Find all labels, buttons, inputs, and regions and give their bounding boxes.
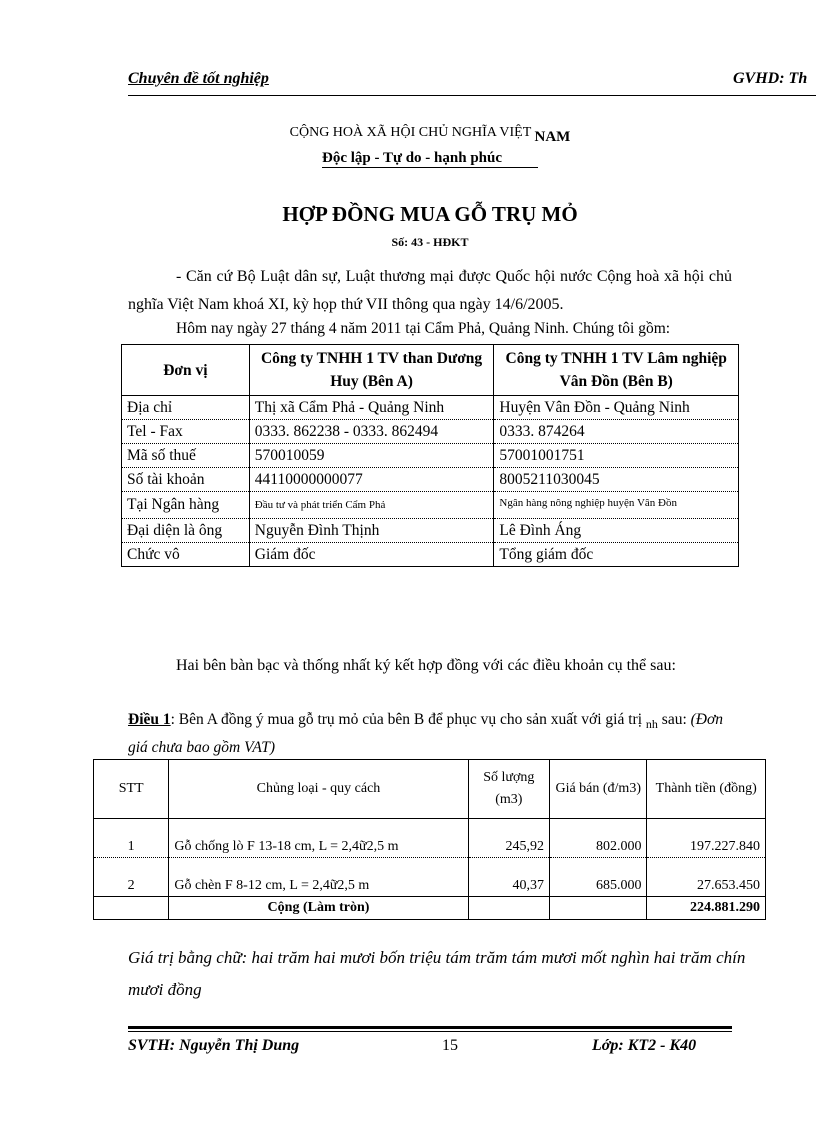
meeting-paragraph: Hôm nay ngày 27 tháng 4 năm 2011 tại Cẩm Phả, Quảng Ninh. Chúng tôi gồm:	[176, 320, 671, 337]
parties-header-cell: Công ty TNHH 1 TV Lâm nghiệp Vân Đồn (Bên B)	[494, 345, 739, 396]
legal-basis-paragraph: - Căn cứ Bộ Luật dân sự, Luật thương mại được Quốc hội nước Cộng hoà xã hội chủ nghĩa Việt Nam khoá XI, kỳ họp thứ VII thông qua ngày 14/6/2005.	[128, 268, 732, 313]
table-row	[94, 858, 766, 897]
footer-class: Lớp: KT2 - K40	[592, 1037, 697, 1054]
table-cell: Gỗ chống lò F 13-18 cm, L = 2,4ữ2,5 m	[169, 819, 468, 858]
table-cell: 27.653.450	[647, 858, 766, 897]
table-cell: Lê Đình Áng	[494, 519, 739, 543]
goods-table	[93, 759, 766, 920]
goods-total-label: Cộng (Làm tròn)	[169, 897, 468, 920]
table-row	[122, 543, 739, 567]
table-cell: Số tài khoản	[122, 468, 250, 492]
article-1-note: (Đơn giá chưa bao gồm VAT)	[128, 711, 724, 756]
national-heading	[0, 124, 816, 145]
table-row	[122, 396, 739, 420]
parties-header-cell: Công ty TNHH 1 TV than Dương Huy (Bên A)	[249, 345, 494, 396]
table-cell: Tại Ngân hàng	[122, 492, 250, 519]
national-motto	[0, 150, 816, 168]
page-number: 15	[442, 1037, 458, 1054]
table-cell: 57001001751	[494, 444, 739, 468]
article-1-tail-small: nh	[645, 717, 658, 731]
table-cell: 802.000	[550, 819, 647, 858]
parties-header-row	[122, 345, 739, 396]
table-row	[122, 492, 739, 519]
table-row	[94, 819, 766, 858]
parties-header-cell: Đơn vị	[122, 345, 250, 396]
goods-header-cell: Số lượng (m3)	[468, 760, 549, 819]
goods-header-cell: STT	[94, 760, 169, 819]
table-cell: 685.000	[550, 858, 647, 897]
header-divider	[128, 95, 816, 96]
table-cell: 197.227.840	[647, 819, 766, 858]
table-cell: Thị xã Cẩm Phả - Quảng Ninh	[249, 396, 494, 420]
agreement-paragraph: Hai bên bàn bạc và thống nhất ký kết hợp đồng với các điều khoản cụ thể sau:	[176, 657, 676, 674]
table-cell: 1	[94, 819, 169, 858]
footer-student: SVTH: Nguyễn Thị Dung	[128, 1037, 300, 1054]
table-cell: Nguyễn Đình Thịnh	[249, 519, 494, 543]
table-cell: Giám đốc	[249, 543, 494, 567]
article-1	[128, 706, 732, 762]
table-cell: Đầu tư và phát triển Cẩm Phả	[249, 492, 494, 519]
article-1-text: : Bên A đồng ý mua gỗ trụ mỏ của bên B để phục vụ cho sản xuất với giá trị	[170, 711, 643, 728]
footer-divider-thin	[128, 1031, 732, 1032]
table-cell: 8005211030045	[494, 468, 739, 492]
goods-header-cell: Chủng loại - quy cách	[169, 760, 468, 819]
goods-header-row	[94, 760, 766, 819]
goods-total-value: 224.881.290	[647, 897, 766, 920]
table-cell: 44110000000077	[249, 468, 494, 492]
amount-in-words: Giá trị bằng chữ: hai trăm hai mươi bốn triệu tám trăm tám mươi mốt nghìn hai trăm chín mươi đồng	[128, 948, 746, 999]
table-cell: Ngân hàng nông nghiệp huyện Vân Đồn	[494, 492, 739, 519]
table-row	[122, 444, 739, 468]
table-cell: Tel - Fax	[122, 420, 250, 444]
table-cell: 40,37	[468, 858, 549, 897]
table-cell: Tổng giám đốc	[494, 543, 739, 567]
table-cell: Gỗ chèn F 8-12 cm, L = 2,4ữ2,5 m	[169, 858, 468, 897]
article-1-label: Điều 1	[128, 711, 171, 728]
table-cell: Chức vô	[122, 543, 250, 567]
national-heading-text: CỘNG HOÀ XÃ HỘI CHỦ NGHĨA VIỆT	[289, 125, 532, 140]
table-cell: 570010059	[249, 444, 494, 468]
table-cell	[94, 897, 169, 920]
table-row	[122, 420, 739, 444]
goods-total-row	[94, 897, 766, 920]
goods-header-cell: Giá bán (đ/m3)	[550, 760, 647, 819]
table-cell: 2	[94, 858, 169, 897]
table-cell: 245,92	[468, 819, 549, 858]
table-cell: Địa chỉ	[122, 396, 250, 420]
footer-divider-thick	[128, 1026, 732, 1029]
motto-text: Độc lập - Tự do - hạnh phúc	[322, 150, 538, 168]
table-cell: Mã số thuế	[122, 444, 250, 468]
table-cell: 0333. 862238 - 0333. 862494	[249, 420, 494, 444]
contract-number: Số: 43 - HĐKT	[391, 235, 469, 249]
header-supervisor: GVHD: Th	[733, 70, 808, 87]
table-cell: 0333. 874264	[494, 420, 739, 444]
article-1-tail: sau:	[661, 711, 687, 728]
national-heading-suffix: NAM	[534, 129, 571, 145]
goods-header-cell: Thành tiền (đồng)	[647, 760, 766, 819]
table-cell: Đại diện là ông	[122, 519, 250, 543]
table-row	[122, 519, 739, 543]
parties-table	[121, 344, 739, 567]
header-course-title: Chuyên đề tốt nghiệp	[128, 70, 269, 87]
table-cell: Huyện Vân Đồn - Quảng Ninh	[494, 396, 739, 420]
table-cell	[468, 897, 549, 920]
table-cell	[550, 897, 647, 920]
contract-title: HỢP ĐỒNG MUA GỖ TRỤ MỎ	[282, 202, 578, 226]
table-row	[122, 468, 739, 492]
